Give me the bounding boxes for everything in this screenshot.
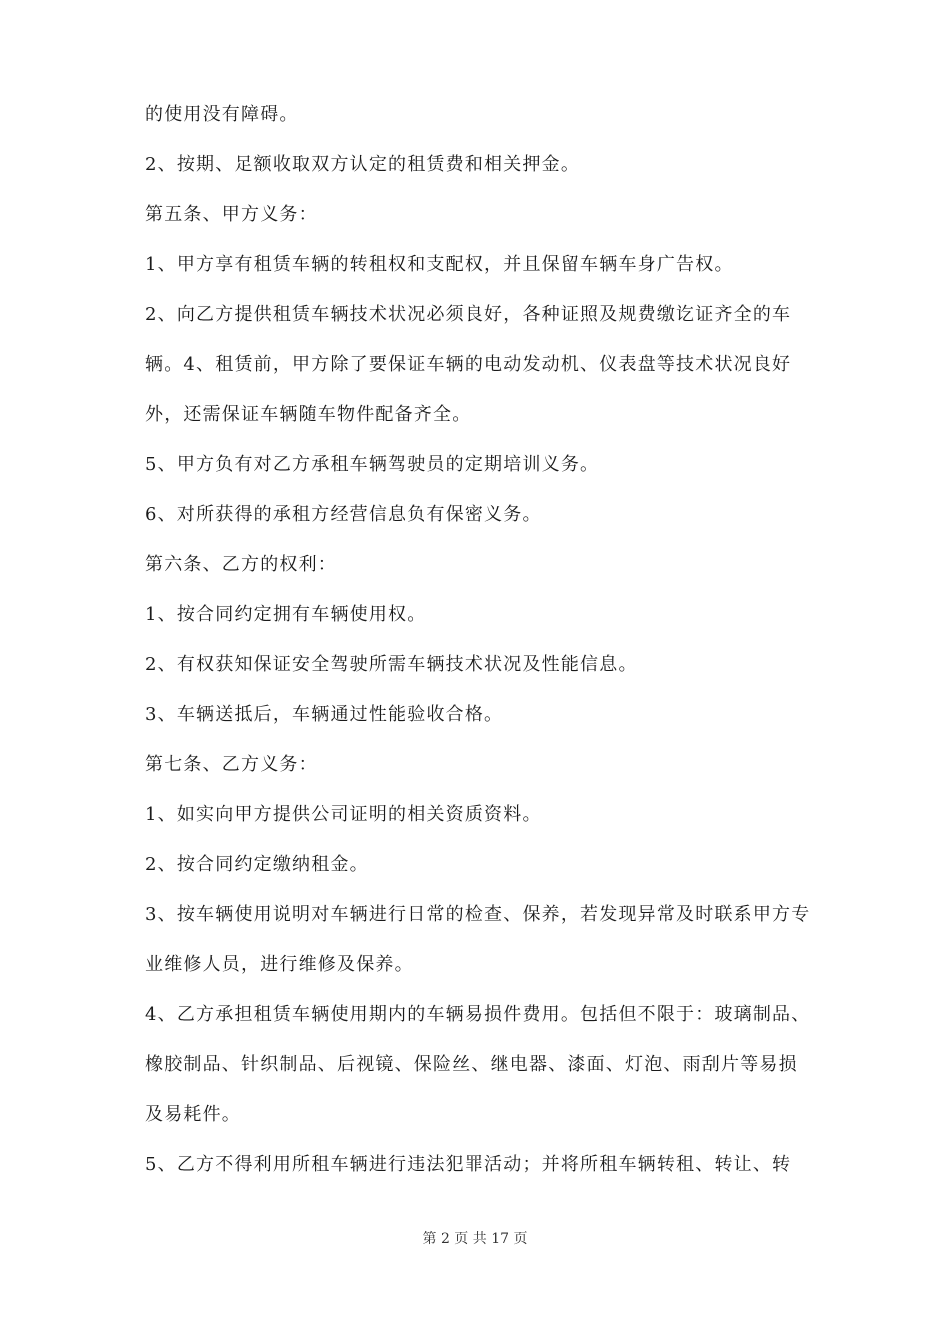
paragraph-line: 5、甲方负有对乙方承租车辆驾驶员的定期培训义务。 bbox=[145, 454, 600, 475]
paragraph-line: 的使用没有障碍。 bbox=[145, 104, 299, 125]
paragraph-line: 外，还需保证车辆随车物件配备齐全。 bbox=[145, 404, 472, 425]
paragraph-line: 3、按车辆使用说明对车辆进行日常的检查、保养，若发现异常及时联系甲方专 bbox=[145, 904, 811, 925]
paragraph-line: 橡胶制品、针织制品、后视镜、保险丝、继电器、漆面、灯泡、雨刮片等易损 bbox=[145, 1054, 798, 1075]
paragraph-line: 1、按合同约定拥有车辆使用权。 bbox=[145, 604, 427, 625]
paragraph-line: 2、向乙方提供租赁车辆技术状况必须良好，各种证照及规费缴讫证齐全的车 bbox=[145, 304, 792, 325]
paragraph-line: 1、如实向甲方提供公司证明的相关资质资料。 bbox=[145, 804, 542, 825]
page-number-footer: 第 2 页 共 17 页 bbox=[422, 1231, 528, 1247]
paragraph-line: 5、乙方不得利用所租车辆进行违法犯罪活动；并将所租车辆转租、转让、转 bbox=[145, 1154, 792, 1175]
paragraph-line: 2、按期、足额收取双方认定的租赁费和相关押金。 bbox=[145, 154, 581, 175]
paragraph-line: 1、甲方享有租赁车辆的转租权和支配权，并且保留车辆车身广告权。 bbox=[145, 254, 734, 275]
paragraph-line: 4、乙方承担租赁车辆使用期内的车辆易损件费用。包括但不限于：玻璃制品、 bbox=[145, 1004, 811, 1025]
paragraph-line: 6、对所获得的承租方经营信息负有保密义务。 bbox=[145, 504, 542, 525]
paragraph-line: 3、车辆送抵后，车辆通过性能验收合格。 bbox=[145, 704, 504, 725]
section-heading: 第六条、乙方的权利： bbox=[145, 554, 337, 575]
section-heading: 第七条、乙方义务： bbox=[145, 754, 318, 775]
paragraph-line: 业维修人员，进行维修及保养。 bbox=[145, 954, 414, 975]
document-body bbox=[145, 90, 810, 1190]
paragraph-line: 2、有权获知保证安全驾驶所需车辆技术状况及性能信息。 bbox=[145, 654, 638, 675]
section-heading: 第五条、甲方义务： bbox=[145, 204, 318, 225]
paragraph-line: 及易耗件。 bbox=[145, 1104, 241, 1125]
paragraph-line: 2、按合同约定缴纳租金。 bbox=[145, 854, 369, 875]
paragraph-line: 辆。4、租赁前，甲方除了要保证车辆的电动发动机、仪表盘等技术状况良好 bbox=[145, 354, 792, 375]
